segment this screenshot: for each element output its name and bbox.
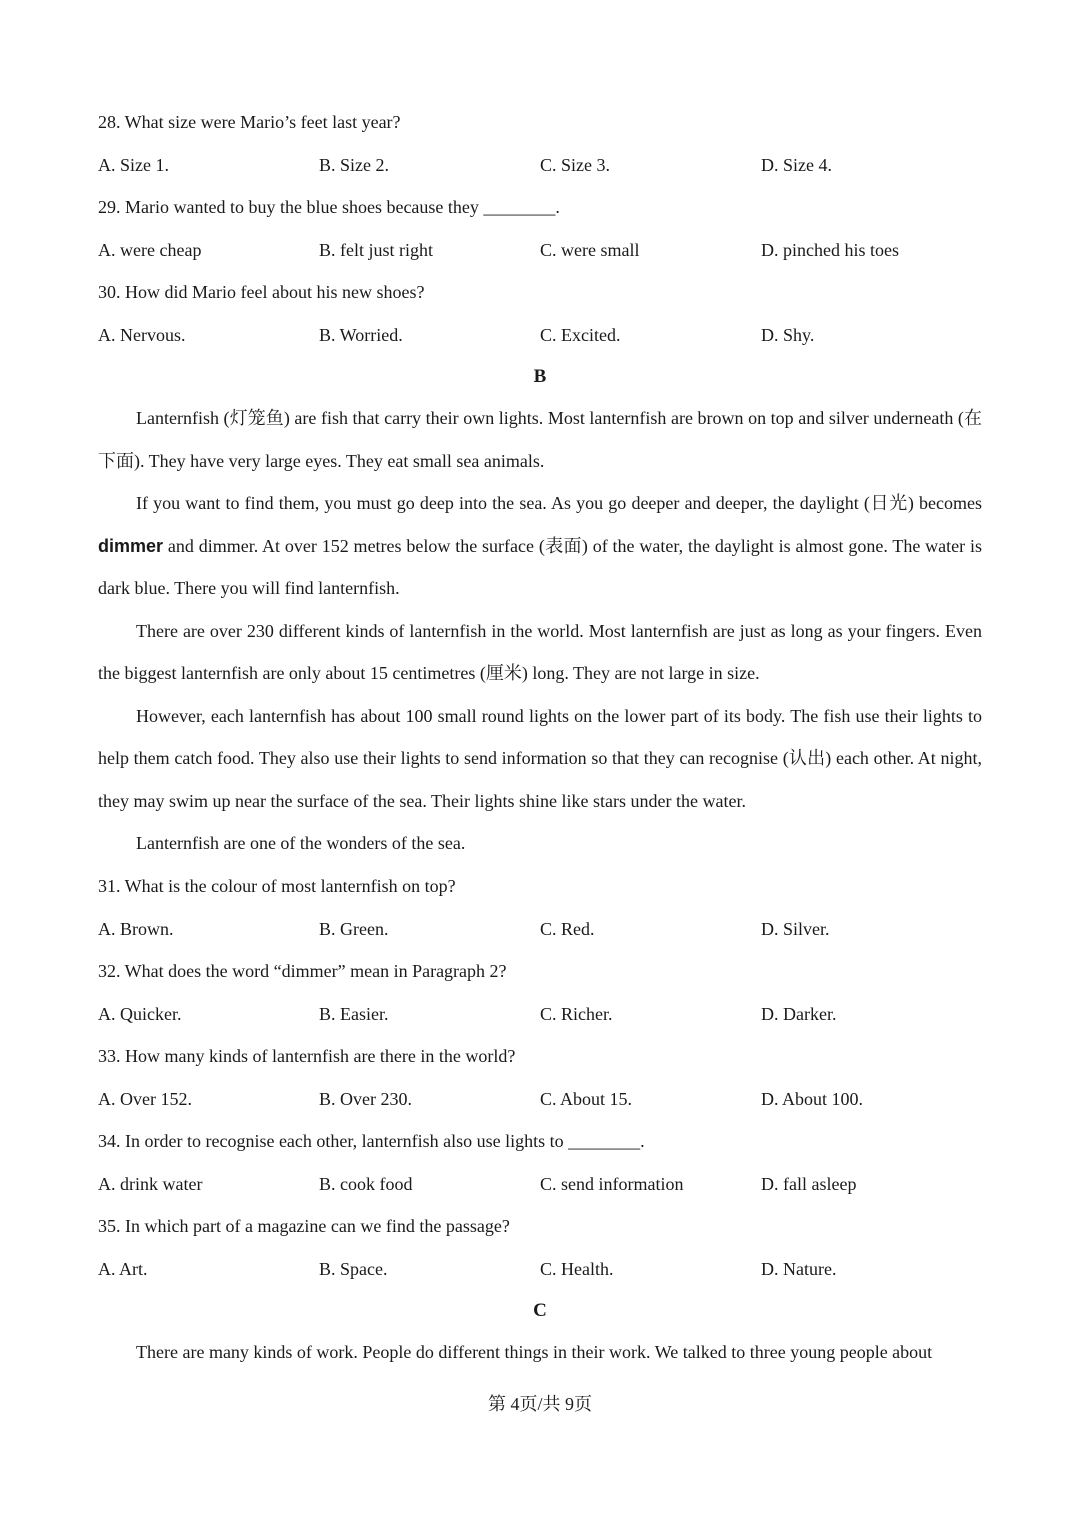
- option-c: C. send information: [540, 1174, 684, 1194]
- section-heading-b: B: [533, 366, 547, 387]
- options-32: [98, 1005, 982, 1025]
- options-34: [98, 1175, 982, 1195]
- passage-paragraph-1: Lanternfish (灯笼鱼) are fish that carry their own lights. Most lanternfish are brown on top and silver underneath (在下面). They have very large eyes. They eat small sea animals.: [98, 408, 982, 471]
- option-b: B. Over 230.: [319, 1089, 412, 1109]
- option-d: D. Nature.: [761, 1259, 837, 1279]
- option-d: D. fall asleep: [761, 1174, 857, 1194]
- option-c: C. Health.: [540, 1259, 614, 1279]
- option-c: C. Red.: [540, 919, 595, 939]
- option-b: B. felt just right: [319, 240, 433, 260]
- passage-paragraph-5: Lanternfish are one of the wonders of the sea.: [136, 833, 466, 853]
- passage-c: [98, 1331, 982, 1374]
- option-d: D. Size 4.: [761, 155, 832, 175]
- option-a: A. Quicker.: [98, 1004, 182, 1024]
- highlighted-word: dimmer: [98, 535, 164, 556]
- question-28: 28. What size were Mario’s feet last year?: [98, 112, 401, 132]
- option-b: B. Easier.: [319, 1004, 389, 1024]
- section-heading-c: C: [533, 1300, 547, 1321]
- passage-b: [98, 397, 982, 865]
- options-31: [98, 920, 982, 940]
- option-a: A. Art.: [98, 1259, 148, 1279]
- question-34: 34. In order to recognise each other, lanternfish also use lights to ________.: [98, 1131, 645, 1151]
- option-d: D. Silver.: [761, 919, 830, 939]
- option-d: D. About 100.: [761, 1089, 864, 1109]
- option-a: A. Size 1.: [98, 155, 169, 175]
- option-b: B. Green.: [319, 919, 389, 939]
- page-number: 第 4页/共 9页: [487, 1394, 592, 1414]
- option-b: B. Worried.: [319, 325, 403, 345]
- question-35: 35. In which part of a magazine can we find the passage?: [98, 1216, 510, 1236]
- question-30: 30. How did Mario feel about his new shoes?: [98, 282, 425, 302]
- question-29: 29. Mario wanted to buy the blue shoes because they ________.: [98, 197, 560, 217]
- option-c: C. Richer.: [540, 1004, 613, 1024]
- option-b: B. cook food: [319, 1174, 413, 1194]
- option-a: A. Brown.: [98, 919, 174, 939]
- option-d: D. Shy.: [761, 325, 815, 345]
- passage-paragraph-1: There are many kinds of work. People do different things in their work. We talked to three young people about: [136, 1342, 933, 1362]
- options-30: [98, 326, 982, 346]
- option-a: A. drink water: [98, 1174, 203, 1194]
- options-33: [98, 1090, 982, 1110]
- option-c: C. Excited.: [540, 325, 621, 345]
- option-d: D. Darker.: [761, 1004, 837, 1024]
- options-35: [98, 1260, 982, 1280]
- passage-paragraph-2: If you want to find them, you must go deep into the sea. As you go deeper and deeper, the daylight (日光) becomes dimmer and dimmer. At over 152 metres below the surface (表面) of the water, the daylight is almost gone. The water is dark blue. There you will find lanternfish.: [98, 493, 982, 598]
- option-a: A. were cheap: [98, 240, 202, 260]
- options-29: [98, 241, 982, 261]
- question-33: 33. How many kinds of lanternfish are there in the world?: [98, 1046, 516, 1066]
- option-c: C. About 15.: [540, 1089, 633, 1109]
- option-a: A. Over 152.: [98, 1089, 192, 1109]
- option-a: A. Nervous.: [98, 325, 186, 345]
- option-b: B. Space.: [319, 1259, 388, 1279]
- option-c: C. were small: [540, 240, 640, 260]
- passage-paragraph-4: However, each lanternfish has about 100 small round lights on the lower part of its body. The fish use their lights to help them catch food. They also use their lights to send information so that they can recognise (认出) each other. At night, they may swim up near the surface of the sea. Their lights shine like stars under the water.: [98, 705, 982, 811]
- passage-paragraph-3: There are over 230 different kinds of lanternfish in the world. Most lanternfish are just as long as your fingers. Even the biggest lanternfish are only about 15 centimetres (厘米) long. They are not large in size.: [98, 620, 982, 683]
- option-b: B. Size 2.: [319, 155, 389, 175]
- question-32: 32. What does the word “dimmer” mean in Paragraph 2?: [98, 961, 507, 981]
- option-d: D. pinched his toes: [761, 240, 899, 260]
- option-c: C. Size 3.: [540, 155, 610, 175]
- options-28: [98, 156, 982, 176]
- question-31: 31. What is the colour of most lanternfish on top?: [98, 876, 456, 896]
